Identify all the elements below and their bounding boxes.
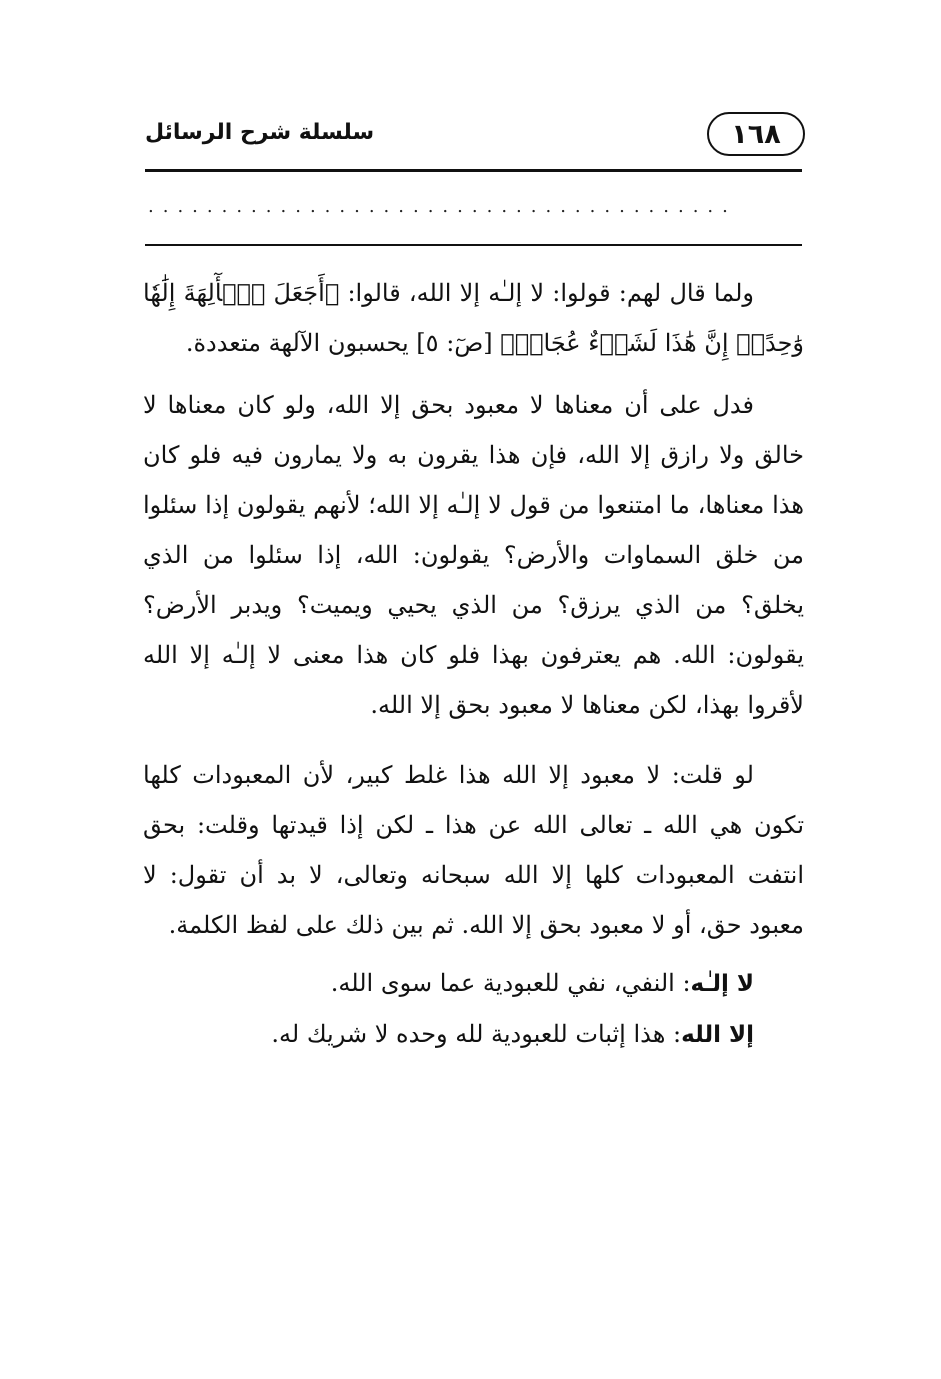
definition-text: : النفي، نفي للعبودية عما سوى الله. xyxy=(330,969,691,997)
series-title: سلسلة شرح الرسائل xyxy=(145,120,375,145)
paragraph-1 xyxy=(143,268,804,368)
section-rule xyxy=(145,244,802,246)
page-header xyxy=(145,112,805,162)
paragraph-1-intro: ولما قال لهم: قولوا: لا إلـٰه إلا الله، قالوا: xyxy=(339,279,754,307)
definition-term: لا إلـٰه xyxy=(690,971,754,997)
definition-text: : هذا إثبات للعبودية لله وحده لا شريك له. xyxy=(271,1020,682,1048)
paragraph-2: فدل على أن معناها لا معبود بحق إلا الله، ولو كان معناها لا خالق ولا رازق إلا الله، فإن هذا يقرون به ولا يمارون فيه فلو كان هذا معناها، ما امتنعوا من قول لا إلـٰه إلا الله؛ لأنهم يقولون إذا سئلوا من خلق السماوات والأرض؟ يقولون: الله، إذا سئلوا من الذي يخلق؟ من الذي يرزق؟ من الذي يحيي ويميت؟ ويدبر الأرض؟ يقولون: الله. هم يعترفون بهذا فلو كان هذا معنى لا إلـٰه إلا الله لأقروا بهذا، لكن معناها لا معبود بحق إلا الله. xyxy=(143,391,804,719)
paragraph-1-outro: [صٓ: ٥] يحسبون الآلهة متعددة. xyxy=(185,329,501,357)
header-rule xyxy=(145,169,802,172)
page-number-badge xyxy=(707,112,805,156)
definition-negation xyxy=(143,958,804,1009)
definition-affirmation xyxy=(143,1009,804,1060)
page-number: ١٦٨ xyxy=(731,118,781,150)
page-body xyxy=(143,268,804,1060)
dotted-separator: ........................................ xyxy=(148,196,737,217)
definition-term: إلا الله xyxy=(681,1022,754,1048)
paragraph-3: لو قلت: لا معبود إلا الله هذا غلط كبير، لأن المعبودات كلها تكون هي الله ـ تعالى الله عن هذا ـ لكن إذا قيدتها وقلت: بحق انتفت المعبودات كلها إلا الله سبحانه وتعالى، لا بد أن تقول: لا معبود حق، أو لا معبود بحق إلا الله. ثم بين ذلك على لفظ الكلمة. xyxy=(143,761,804,939)
quran-quote: ﴿أَجَعَلَ ٱلۡأٓلِهَةَ إِلَٰهٗا وَٰحِدًاۖ إِنَّ هَٰذَا لَشَيۡءٌ عُجَابٞ﴾ xyxy=(143,279,804,357)
